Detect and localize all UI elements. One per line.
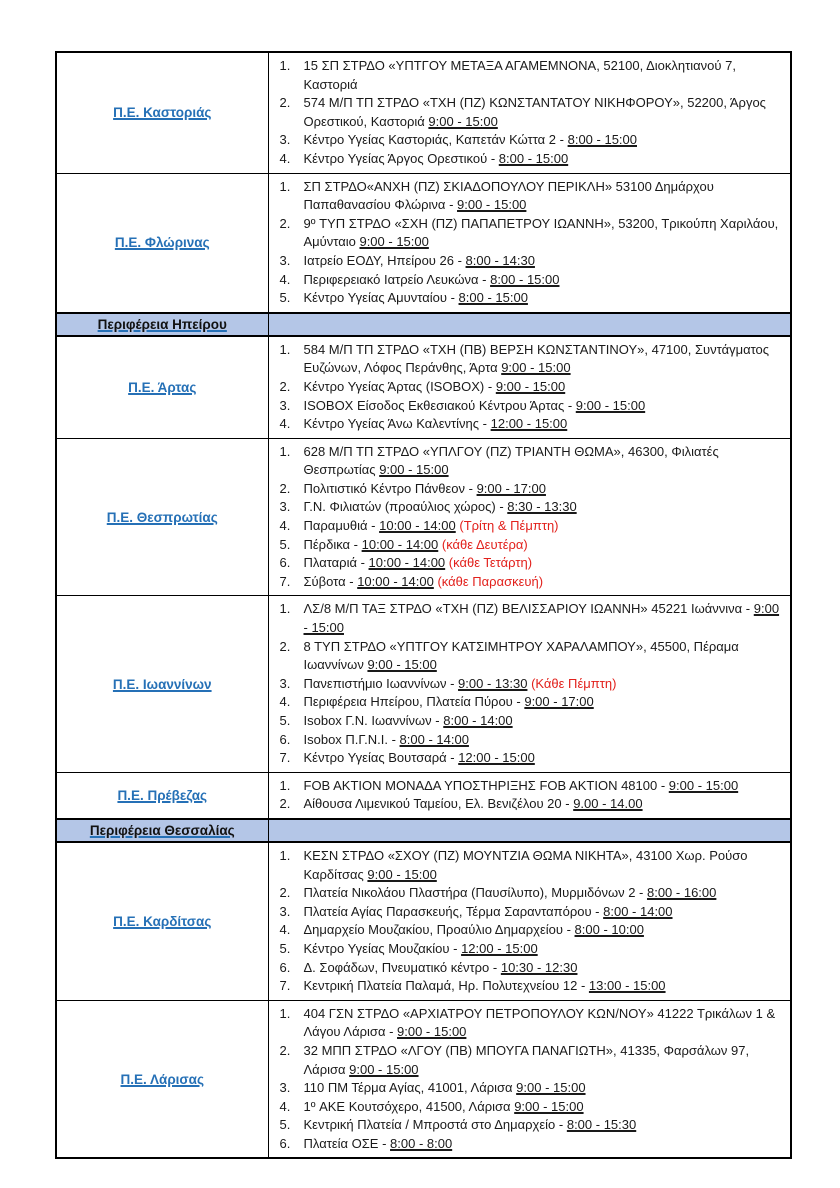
item-number: 3. — [279, 1080, 291, 1096]
hours-text: 10:00 - 14:00 — [357, 573, 434, 589]
item-text — [304, 977, 783, 996]
hours-text: 12:00 - 15:00 — [490, 416, 568, 432]
location-name-text: Πολιτιστικό Κέντρο Πάνθεον - — [303, 480, 477, 496]
item-number: 1. — [279, 777, 291, 793]
item-text — [304, 1042, 783, 1079]
item-text — [304, 1135, 783, 1154]
hours-text: 9:00 - 15:00 — [349, 1061, 419, 1077]
location-item — [269, 777, 783, 796]
item-number: 5. — [279, 1117, 291, 1133]
hours-text: 9:00 - 15:00 — [457, 197, 527, 213]
section-header-row — [56, 313, 791, 336]
hours-text: 8:00 - 15:30 — [566, 1117, 637, 1133]
location-item — [269, 1079, 783, 1098]
location-item — [269, 921, 783, 940]
location-item — [269, 940, 783, 959]
location-name-text: 110 ΠΜ Τέρμα Αγίας, 41001, Λάρισα — [303, 1080, 517, 1096]
location-name-text: ΣΠ ΣΤΡΔΟ«ΑΝΧΗ (ΠΖ) ΣΚΙΑΔΟΠΟΥΛΟΥ ΠΕΡΙΚΛΗ» 53100 Δημάρχου Παπαθανασίου Φλώρινα - — [303, 178, 714, 213]
location-name-text: Δημαρχείο Μουζακίου, Προαύλιο Δημαρχείου - — [303, 922, 575, 938]
day-note: (κάθε Δευτέρα) — [441, 536, 528, 552]
hours-text: 8:00 - 15:00 — [498, 150, 569, 166]
item-number: 2. — [279, 215, 291, 231]
location-item — [269, 554, 783, 573]
item-number: 7. — [279, 573, 291, 589]
item-text — [304, 712, 783, 731]
location-name-text: ΚΕΣΝ ΣΤΡΔΟ «ΣΧΟΥ (ΠΖ) ΜΟΥΝΤΖΙΑ ΘΩΜΑ ΝΙΚΗΤΑ», 43100 Χωρ. Ρούσο Καρδίτσας — [303, 847, 748, 882]
location-name-text: Πανεπιστήμιο Ιωαννίνων - — [303, 675, 459, 691]
location-name-text: Πλατεία Αγίας Παρασκευής, Τέρμα Σαρανταπόρου - — [303, 903, 604, 919]
locations-list-cell — [268, 842, 791, 1000]
section-header-empty-cell — [268, 313, 791, 336]
location-item — [269, 573, 783, 592]
region-link[interactable]: Π.Ε. Πρέβεζας — [117, 787, 208, 803]
location-name-text: 15 ΣΠ ΣΤΡΔΟ «ΥΠΤΓΟΥ ΜΕΤΑΞΑ ΑΓΑΜΕΜΝΟΝΑ, 52100, Διοκλητιανού 7, Καστοριά — [303, 58, 736, 92]
location-item — [269, 271, 783, 290]
item-number: 6. — [279, 731, 291, 747]
item-text — [304, 921, 783, 940]
item-text — [304, 498, 783, 517]
location-name-text: Κέντρο Υγείας Άρτας (ISOBOX) - — [303, 378, 496, 394]
item-text — [304, 573, 783, 592]
item-text — [304, 903, 783, 922]
item-number: 2. — [279, 638, 291, 654]
region-row — [56, 772, 791, 819]
location-item — [269, 480, 783, 499]
item-number: 4. — [279, 1098, 291, 1114]
hours-text: 9:00 - 15:00 — [516, 1080, 586, 1096]
region-link[interactable]: Π.Ε. Λάρισας — [120, 1071, 204, 1087]
item-number: 5. — [279, 713, 291, 728]
location-item — [269, 731, 783, 750]
location-name-text: Περιφερειακό Ιατρείο Λευκώνα - — [303, 271, 491, 287]
hours-text: 9:00 - 17:00 — [476, 480, 546, 496]
item-text — [304, 443, 783, 480]
region-link[interactable]: Π.Ε. Άρτας — [128, 379, 197, 395]
region-row — [56, 336, 791, 438]
item-text — [304, 378, 783, 397]
item-text — [304, 675, 783, 694]
section-header-link[interactable]: Περιφέρεια Ηπείρου — [97, 316, 227, 332]
hours-text: 8:30 - 13:30 — [507, 499, 577, 515]
locations-list-cell — [268, 596, 791, 772]
item-text — [304, 215, 783, 252]
location-item — [269, 94, 783, 131]
item-text — [304, 1098, 783, 1117]
location-item — [269, 289, 783, 308]
testing-locations-document — [55, 51, 792, 1159]
item-text — [304, 693, 783, 712]
day-note: (κάθε Τετάρτη) — [448, 555, 533, 571]
region-name-cell — [56, 173, 268, 313]
location-item — [269, 1116, 783, 1135]
locations-list-cell — [268, 52, 791, 173]
hours-text: 9:00 - 17:00 — [524, 694, 594, 710]
region-link[interactable]: Π.Ε. Ιωαννίνων — [112, 676, 212, 692]
hours-text: 9.00 - 14.00 — [573, 796, 643, 812]
item-number: 4. — [279, 518, 291, 534]
item-number: 1. — [279, 443, 291, 459]
region-name-cell — [56, 336, 268, 438]
item-text — [304, 57, 783, 94]
item-number: 4. — [279, 416, 291, 432]
location-name-text: 1º ΑΚΕ Κουτσόχερο, 41500, Λάρισα — [303, 1098, 515, 1114]
location-name-text: Κέντρο Υγείας Άνω Καλεντίνης - — [303, 416, 491, 432]
location-name-text: Δ. Σοφάδων, Πνευματικό κέντρο - — [303, 959, 501, 975]
location-name-text: Ιατρείο ΕΟΔΥ, Ηπείρου 26 - — [303, 252, 466, 268]
item-text — [304, 178, 783, 215]
location-name-text: Κέντρο Υγείας Αμυνταίου - — [303, 290, 459, 306]
location-name-text: 404 ΓΣΝ ΣΤΡΔΟ «ΑΡΧΙΑΤΡΟΥ ΠΕΤΡΟΠΟΥΛΟΥ ΚΩΝ/ΝΟΥ» 41222 Τρικάλων 1 & Λάγου Λάρισα - — [303, 1005, 776, 1040]
location-item — [269, 443, 783, 480]
hours-text: 8:00 - 15:00 — [458, 290, 528, 306]
item-text — [304, 150, 783, 169]
locations-table — [55, 51, 792, 1159]
location-item — [269, 131, 783, 150]
item-number: 2. — [279, 378, 291, 394]
item-text — [304, 252, 783, 271]
region-row — [56, 52, 791, 173]
item-text — [304, 884, 783, 903]
locations-list-cell — [268, 173, 791, 313]
location-item — [269, 1098, 783, 1117]
location-name-text: ΛΣ/8 Μ/Π ΤΑΞ ΣΤΡΔΟ «ΤΧΗ (ΠΖ) ΒΕΛΙΣΣΑΡΙΟΥ ΙΩΑΝΝΗ» 45221 Ιωάννινα - — [303, 601, 754, 617]
item-number: 5. — [279, 290, 291, 306]
item-number: 1. — [279, 58, 291, 73]
region-name-cell — [56, 438, 268, 596]
location-name-text: Κέντρο Υγείας Βουτσαρά - — [303, 750, 459, 766]
location-name-text: Isobox Γ.Ν. Ιωαννίνων - — [303, 713, 444, 728]
item-text — [304, 1005, 783, 1042]
hours-text: 9:00 - 15:00 — [397, 1024, 467, 1040]
item-text — [304, 536, 783, 555]
item-number: 2. — [279, 480, 291, 496]
hours-text: 8:00 - 14:00 — [443, 713, 513, 728]
hours-text: 8:00 - 16:00 — [646, 885, 717, 901]
location-item — [269, 378, 783, 397]
item-number: 1. — [279, 341, 291, 357]
hours-text: 9:00 - 13:30 — [458, 675, 528, 691]
region-name-cell — [56, 596, 268, 772]
item-text — [304, 289, 783, 308]
hours-text: 10:00 - 14:00 — [379, 518, 456, 534]
location-name-text: Πλατεία Νικολάου Πλαστήρα (Παυσίλυπο), Μυρμιδόνων 2 - — [303, 885, 647, 901]
hours-text: 9:00 - 15:00 — [668, 777, 739, 793]
location-item — [269, 57, 783, 94]
hours-text: 9:00 - 15:00 — [575, 397, 646, 413]
item-text — [304, 480, 783, 499]
location-item — [269, 341, 783, 378]
location-item — [269, 638, 783, 675]
region-name-cell — [56, 52, 268, 173]
hours-text: 10:00 - 14:00 — [361, 536, 439, 552]
location-item — [269, 1135, 783, 1154]
locations-list-cell — [268, 772, 791, 819]
item-text — [304, 1079, 783, 1098]
location-item — [269, 884, 783, 903]
region-row — [56, 1000, 791, 1158]
item-number: 3. — [279, 132, 291, 148]
item-number: 5. — [279, 536, 291, 552]
location-item — [269, 749, 783, 768]
hours-text: 9:00 - 15:00 — [367, 657, 437, 673]
region-row — [56, 596, 791, 772]
item-number: 4. — [279, 150, 291, 166]
item-text — [304, 397, 783, 416]
hours-text: 8:00 - 8:00 — [390, 1135, 453, 1151]
location-name-text: Παραμυθιά - — [303, 518, 380, 534]
item-number: 3. — [279, 397, 291, 413]
location-item — [269, 150, 783, 169]
item-number: 2. — [279, 885, 291, 901]
hours-text: 9:00 - 15:00 — [428, 113, 498, 129]
item-number: 2. — [279, 95, 291, 111]
location-item — [269, 795, 783, 814]
item-number: 4. — [279, 694, 291, 710]
location-name-text: FOB AKTION ΜΟΝΑΔΑ ΥΠΟΣΤΗΡΙΞΗΣ FOB AKTION 48100 - — [303, 777, 669, 793]
location-name-text: Κέντρο Υγείας Άργος Ορεστικού - — [303, 150, 499, 166]
hours-text: 8:00 - 15:00 — [567, 132, 637, 148]
location-item — [269, 847, 783, 884]
item-text — [304, 795, 783, 814]
location-name-text: Κέντρο Υγείας Μουζακίου - — [303, 940, 462, 956]
location-name-text: ISOBOX Είσοδος Εκθεσιακού Κέντρου Άρτας - — [303, 397, 576, 413]
item-text — [304, 1116, 783, 1135]
item-text — [304, 731, 783, 750]
item-text — [304, 940, 783, 959]
location-item — [269, 536, 783, 555]
location-item — [269, 415, 783, 434]
item-number: 3. — [279, 499, 291, 515]
item-text — [304, 271, 783, 290]
item-number: 2. — [279, 796, 291, 812]
locations-list-cell — [268, 438, 791, 596]
item-number: 1. — [279, 178, 291, 194]
hours-text: 9:00 - 15:00 — [367, 866, 437, 882]
location-item — [269, 693, 783, 712]
location-name-text: Κέντρο Υγείας Καστοριάς, Καπετάν Κώττα 2 - — [303, 132, 568, 148]
item-number: 1. — [279, 1005, 291, 1021]
location-name-text: 9º ΤΥΠ ΣΤΡΔΟ «ΣΧΗ (ΠΖ) ΠΑΠΑΠΕΤΡΟΥ ΙΩΑΝΝΗ», 53200, Τρικούπη Χαριλάου, Αμύνταιο — [303, 215, 779, 250]
location-item — [269, 600, 783, 637]
region-row — [56, 438, 791, 596]
location-item — [269, 1042, 783, 1079]
item-text — [304, 777, 783, 796]
location-item — [269, 1005, 783, 1042]
location-name-text: Γ.Ν. Φιλιατών (προαύλιος χώρος) - — [303, 499, 508, 515]
hours-text: 9:00 - 15:00 — [495, 378, 566, 394]
location-item — [269, 178, 783, 215]
section-header-link[interactable]: Περιφέρεια Θεσσαλίας — [89, 822, 235, 838]
region-link[interactable]: Π.Ε. Φλώρινας — [114, 235, 210, 251]
region-row — [56, 842, 791, 1000]
location-item — [269, 215, 783, 252]
region-name-cell — [56, 1000, 268, 1158]
item-number: 4. — [279, 271, 291, 287]
region-link[interactable]: Π.Ε. Θεσπρωτίας — [106, 509, 218, 525]
hours-text: 9:00 - 15:00 — [359, 234, 429, 250]
item-number: 6. — [279, 1135, 291, 1151]
location-item — [269, 498, 783, 517]
location-name-text: Περιφέρεια Ηπείρου, Πλατεία Πύρου - — [303, 694, 525, 710]
locations-list-cell — [268, 1000, 791, 1158]
item-number: 4. — [279, 922, 291, 938]
item-number: 1. — [279, 601, 291, 617]
item-text — [304, 517, 783, 536]
item-text — [304, 749, 783, 768]
location-name-text: Αίθουσα Λιμενικού Ταμείου, Ελ. Βενιζέλου 20 - — [303, 796, 574, 812]
item-number: 3. — [279, 903, 291, 919]
item-number: 3. — [279, 675, 291, 691]
region-link[interactable]: Π.Ε. Καστοριάς — [113, 105, 212, 121]
hours-text: 12:00 - 15:00 — [461, 940, 538, 956]
hours-text: 8:00 - 14:00 — [603, 903, 673, 919]
day-note: (Τρίτη & Πέμπτη) — [459, 518, 559, 534]
location-name-text: Πέρδικα - — [303, 536, 362, 552]
hours-text: 12:00 - 15:00 — [458, 750, 535, 766]
location-name-text: Κεντρική Πλατεία / Μπροστά στο Δημαρχείο - — [303, 1117, 567, 1133]
hours-text: 8:00 - 14:00 — [399, 731, 469, 747]
locations-list-cell — [268, 336, 791, 438]
day-note: (Κάθε Πέμπτη) — [531, 675, 617, 691]
region-row — [56, 173, 791, 313]
item-number: 2. — [279, 1042, 291, 1058]
item-number: 5. — [279, 940, 291, 956]
item-number: 6. — [279, 959, 291, 975]
hours-text: 9:00 - 15:00 — [379, 462, 449, 478]
item-number: 7. — [279, 750, 291, 766]
hours-text: 9:00 - 15:00 — [514, 1098, 584, 1114]
location-item — [269, 397, 783, 416]
location-name-text: Πλατεία ΟΣΕ - — [303, 1135, 391, 1151]
location-name-text: 574 Μ/Π ΤΠ ΣΤΡΔΟ «ΤΧΗ (ΠΖ) ΚΩΝΣΤΑΝΤΑΤΟΥ ΝΙΚΗΦΟΡΟΥ», 52200, Άργος Ορεστικού, Καστοριά — [303, 95, 766, 129]
location-name-text: 32 ΜΠΠ ΣΤΡΔΟ «ΛΓΟΥ (ΠΒ) ΜΠΟΥΓΑ ΠΑΝΑΓΙΩΤΗ», 41335, Φαρσάλων 97, Λάρισα — [303, 1042, 750, 1077]
item-text — [304, 131, 783, 150]
item-number: 3. — [279, 252, 291, 268]
location-name-text: Isobox Π.Γ.Ν.Ι. - — [303, 731, 400, 747]
region-name-cell — [56, 772, 268, 819]
hours-text: 8:00 - 10:00 — [574, 922, 644, 938]
location-name-text: Πλαταριά - — [303, 555, 369, 571]
hours-text: 9:00 - 15:00 — [501, 360, 571, 376]
item-text — [304, 847, 783, 884]
location-name-text: 628 Μ/Π ΤΠ ΣΤΡΔΟ «ΥΠΛΓΟΥ (ΠΖ) ΤΡΙΑΝΤΗ ΘΩΜΑ», 46300, Φιλιατές Θεσπρωτίας — [303, 443, 719, 478]
item-number: 1. — [279, 847, 291, 863]
section-header-empty-cell — [268, 819, 791, 842]
section-header-cell — [56, 819, 268, 842]
location-name-text: Σύβοτα - — [303, 573, 358, 589]
location-name-text: 584 Μ/Π ΤΠ ΣΤΡΔΟ «ΤΧΗ (ΠΒ) ΒΕΡΣΗ ΚΩΝΣΤΑΝΤΙΝΟΥ», 47100, Συντάγματος Ευζώνων, Λόφος Περάνθης, Άρτα — [303, 341, 770, 376]
section-header-row — [56, 819, 791, 842]
location-item — [269, 712, 783, 731]
item-text — [304, 600, 783, 637]
item-text — [304, 959, 783, 978]
hours-text: 10:30 - 12:30 — [500, 959, 578, 975]
location-name-text: Κεντρική Πλατεία Παλαμά, Ηρ. Πολυτεχνείου 12 - — [303, 978, 589, 994]
location-item — [269, 517, 783, 536]
locations-table-body — [56, 52, 791, 1158]
hours-text: 8:00 - 15:00 — [490, 271, 560, 287]
item-text — [304, 554, 783, 573]
item-text — [304, 638, 783, 675]
location-item — [269, 959, 783, 978]
hours-text: 8:00 - 14:30 — [465, 252, 535, 268]
hours-text: 9:00 - 15:00 — [303, 601, 780, 636]
section-header-cell — [56, 313, 268, 336]
item-text — [304, 341, 783, 378]
location-item — [269, 252, 783, 271]
item-number: 6. — [279, 555, 291, 571]
item-number: 7. — [279, 978, 291, 994]
hours-text: 13:00 - 15:00 — [588, 978, 666, 994]
item-text — [304, 415, 783, 434]
region-link[interactable]: Π.Ε. Καρδίτσας — [113, 913, 212, 929]
region-name-cell — [56, 842, 268, 1000]
location-name-text: 8 ΤΥΠ ΣΤΡΔΟ «ΥΠΤΓΟΥ ΚΑΤΣΙΜΗΤΡΟΥ ΧΑΡΑΛΑΜΠΟΥ», 45500, Πέραμα Ιωαννίνων — [303, 638, 739, 673]
location-item — [269, 675, 783, 694]
location-item — [269, 903, 783, 922]
location-item — [269, 977, 783, 996]
hours-text: 10:00 - 14:00 — [368, 555, 446, 571]
day-note: (κάθε Παρασκευή) — [437, 573, 544, 589]
item-text — [304, 94, 783, 131]
